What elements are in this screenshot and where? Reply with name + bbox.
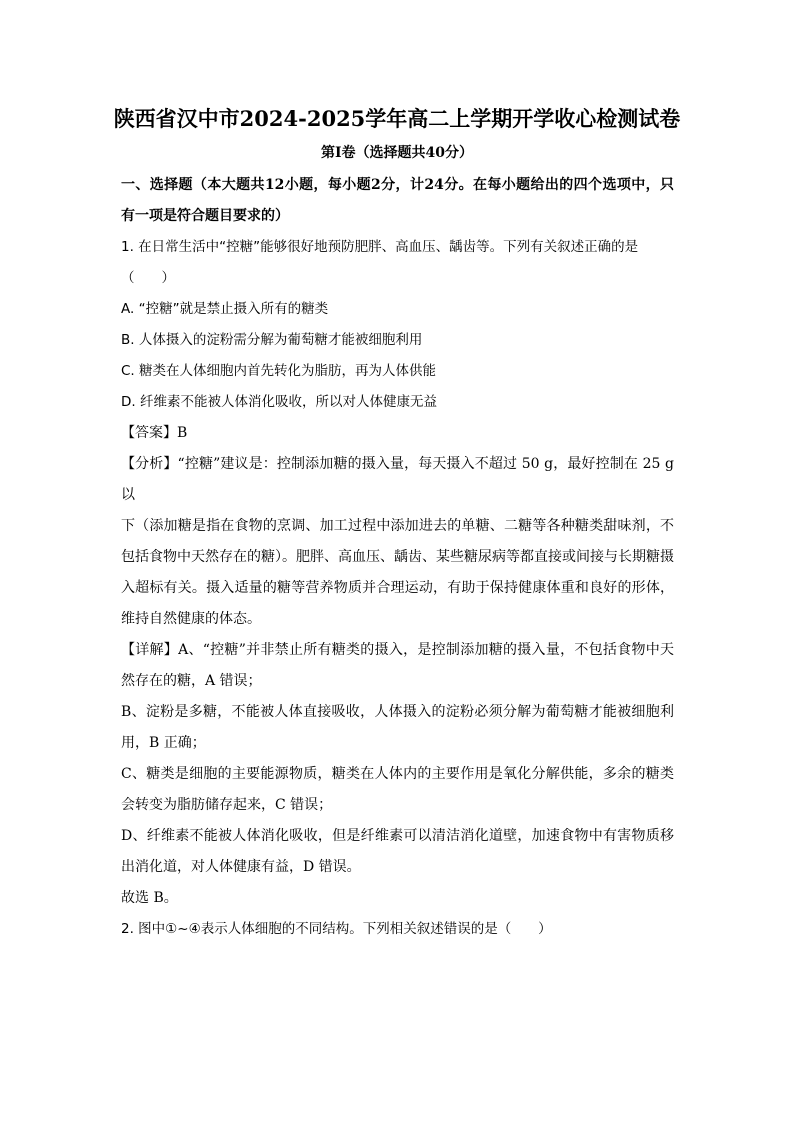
option-b: B. 人体摄入的淀粉需分解为葡萄糖才能被细胞利用 — [121, 332, 423, 348]
conclusion: 故选 B。 — [121, 890, 178, 906]
detail-line: C、糖类是细胞的主要能源物质，糖类在人体内的主要作用是氧化分解供能，多余的糖类 — [121, 766, 674, 782]
detail-line: 然存在的糖，A 错误； — [121, 673, 262, 689]
section-heading-cont: 有一项是符合题目要求的） — [121, 208, 289, 224]
part-subtitle: 第I卷（选择题共40分） — [320, 145, 474, 161]
detail-line: D、纤维素不能被人体消化吸收，但是纤维素可以清洁消化道壁，加速食物中有害物质移 — [121, 828, 674, 844]
option-a: A. “控糖”就是禁止摄入所有的糖类 — [121, 301, 329, 317]
detail-line: B、淀粉是多糖，不能被人体直接吸收，人体摄入的淀粉必须分解为葡萄糖才能被细胞利 — [121, 704, 674, 720]
detail-line: 会转变为脂肪储存起来，C 错误； — [121, 797, 333, 813]
question-2-stem: 2. 图中①~④表示人体细胞的不同结构。下列相关叙述错误的是（ ） — [121, 921, 552, 937]
answer: 【答案】B — [121, 425, 188, 441]
option-d: D. 纤维素不能被人体消化吸收，所以对人体健康无益 — [121, 394, 437, 410]
question-1-stem: 1. 在日常生活中“控糖”能够很好地预防肥胖、高血压、龋齿等。下列有关叙述正确的是 — [121, 239, 639, 255]
detail-line: 出消化道，对人体健康有益，D 错误。 — [121, 859, 361, 875]
detail-line: 【详解】A、“控糖”并非禁止所有糖类的摄入，是控制添加糖的摄入量，不包括食物中天 — [121, 642, 674, 658]
analysis-line: 下（添加糖是指在食物的烹调、加工过程中添加进去的单糖、二糖等各种糖类甜味剂，不 — [121, 518, 674, 534]
document-body — [121, 170, 674, 945]
analysis-line: 入超标有关。摄入适量的糖等营养物质并合理运动，有助于保持健康体重和良好的形体， — [121, 580, 674, 596]
detail-line: 用，B 正确； — [121, 735, 206, 751]
section-heading: 一、选择题（本大题共12小题，每小题2分，计24分。在每小题给出的四个选项中，只 — [121, 177, 674, 193]
analysis-line: 包括食物中天然存在的糖）。肥胖、高血压、龋齿、某些糖尿病等都直接或间接与长期糖摄 — [121, 549, 674, 565]
page-title: 陕西省汉中市2024-2025学年高二上学期开学收心检测试卷 — [113, 106, 681, 131]
question-1-stem-cont: （ ） — [121, 270, 175, 286]
analysis-line: 【分析】“控糖”建议是：控制添加糖的摄入量，每天摄入不超过 50 g，最好控制在 25 g以 — [121, 456, 674, 503]
option-c: C. 糖类在人体细胞内首先转化为脂肪，再为人体供能 — [121, 363, 437, 379]
analysis-line: 维持自然健康的体态。 — [121, 611, 261, 627]
